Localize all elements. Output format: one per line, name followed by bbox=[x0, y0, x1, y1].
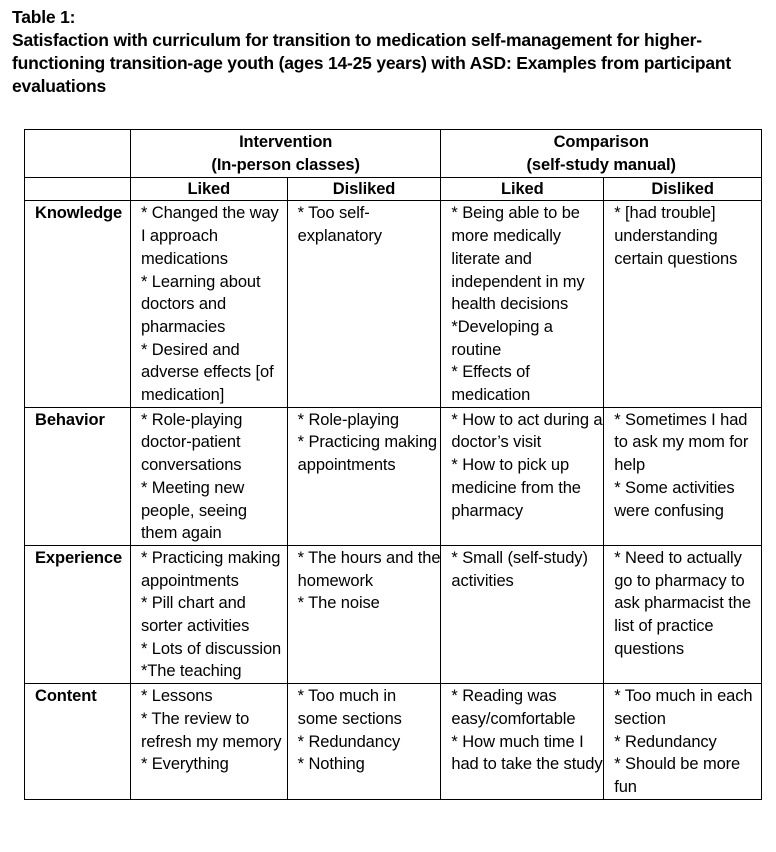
table-title-line: functioning transition-age youth (ages 14-25 years) with ASD: Examples from participant bbox=[12, 53, 732, 73]
response-item: * Redundancy bbox=[297, 732, 401, 751]
table-cell bbox=[130, 684, 287, 800]
response-item: * Lessons bbox=[140, 687, 213, 706]
response-item: * How much time I had to take the study bbox=[451, 732, 603, 774]
response-item: * The review to refresh my memory bbox=[140, 709, 282, 751]
response-item: * Too much in each section bbox=[614, 687, 753, 728]
table-row bbox=[25, 407, 762, 545]
table-cell bbox=[441, 201, 604, 407]
response-item: * Changed the way I approach medications bbox=[140, 204, 279, 268]
group-header-row bbox=[25, 130, 762, 178]
response-item: * Effects of medication bbox=[451, 363, 531, 405]
table-cell bbox=[130, 407, 287, 545]
response-item: * Small (self-study) activities bbox=[451, 548, 588, 590]
response-item: * Meeting new people, seeing them again bbox=[140, 478, 247, 543]
corner-cell bbox=[25, 130, 131, 178]
table-cell bbox=[604, 545, 762, 683]
response-item: *Developing a routine bbox=[451, 317, 553, 359]
table-cell bbox=[287, 545, 441, 683]
column-header-disliked: Disliked bbox=[604, 178, 762, 201]
response-item: * Being able to be more medically literate and independent in my health decisions bbox=[451, 204, 585, 314]
group-header-comparison bbox=[441, 130, 762, 178]
table-title-line: Satisfaction with curriculum for transition to medication self-management for higher- bbox=[12, 30, 702, 50]
table-cell bbox=[287, 684, 441, 800]
subheader-row bbox=[25, 178, 762, 201]
group-subtitle: (self-study manual) bbox=[526, 155, 676, 174]
table-label: Table 1: bbox=[12, 7, 76, 27]
group-title: Intervention bbox=[239, 133, 333, 151]
response-item: * How to act during a doctor’s visit bbox=[451, 410, 603, 452]
response-item: * Nothing bbox=[297, 755, 365, 774]
response-item: * Everything bbox=[140, 755, 229, 774]
response-item: * Should be more fun bbox=[614, 755, 741, 796]
response-item: * Too self-explanatory bbox=[297, 204, 382, 246]
table-cell bbox=[130, 545, 287, 683]
column-header-liked: Liked bbox=[441, 178, 604, 201]
row-header: Knowledge bbox=[25, 201, 131, 407]
corner-cell bbox=[25, 178, 131, 201]
response-item: * Some activities were confusing bbox=[614, 478, 735, 520]
table-cell bbox=[287, 201, 441, 407]
table-cell bbox=[441, 684, 604, 800]
table-caption bbox=[12, 6, 772, 98]
response-item: * Redundancy bbox=[614, 732, 717, 751]
response-item: * [had trouble] understanding certain questions bbox=[614, 204, 738, 268]
group-title: Comparison bbox=[553, 133, 649, 151]
response-item: * Role-playing bbox=[297, 410, 399, 429]
column-header-disliked: Disliked bbox=[287, 178, 441, 201]
table-cell bbox=[604, 407, 762, 545]
response-item: * The hours and the homework bbox=[297, 548, 441, 590]
row-header: Experience bbox=[25, 545, 131, 683]
response-item: * Reading was easy/comfortable bbox=[451, 687, 576, 728]
response-item: * Role-playing doctor-patient conversations bbox=[140, 410, 243, 475]
table-cell bbox=[130, 201, 287, 407]
row-header: Content bbox=[25, 684, 131, 800]
table-title-line: evaluations bbox=[12, 76, 107, 96]
response-item: * Practicing making appointments bbox=[297, 433, 437, 475]
response-item: *The teaching bbox=[140, 662, 242, 681]
table-body bbox=[25, 201, 762, 799]
table-row bbox=[25, 545, 762, 683]
table-row bbox=[25, 684, 762, 800]
response-item: * Lots of discussion bbox=[140, 639, 282, 658]
response-item: * Pill chart and sorter activities bbox=[140, 594, 250, 636]
group-subtitle: (In-person classes) bbox=[211, 155, 360, 174]
response-item: * Learning about doctors and pharmacies bbox=[140, 272, 261, 336]
response-item: * Too much in some sections bbox=[297, 687, 402, 728]
column-header-liked: Liked bbox=[130, 178, 287, 201]
response-item: * The noise bbox=[297, 594, 380, 613]
response-item: * How to pick up medicine from the pharmacy bbox=[451, 456, 581, 520]
table-row bbox=[25, 201, 762, 407]
row-header: Behavior bbox=[25, 407, 131, 545]
group-header-intervention bbox=[130, 130, 440, 178]
table-cell bbox=[441, 545, 604, 683]
response-item: * Desired and adverse effects [of medication] bbox=[140, 340, 274, 405]
response-item: * Sometimes I had to ask my mom for help bbox=[614, 410, 749, 475]
table-cell bbox=[604, 201, 762, 407]
table-cell bbox=[287, 407, 441, 545]
response-item: * Practicing making appointments bbox=[140, 548, 281, 590]
table-cell bbox=[604, 684, 762, 800]
satisfaction-table bbox=[24, 129, 762, 800]
response-item: * Need to actually go to pharmacy to ask pharmacist the list of practice questions bbox=[614, 548, 751, 658]
table-cell bbox=[441, 407, 604, 545]
